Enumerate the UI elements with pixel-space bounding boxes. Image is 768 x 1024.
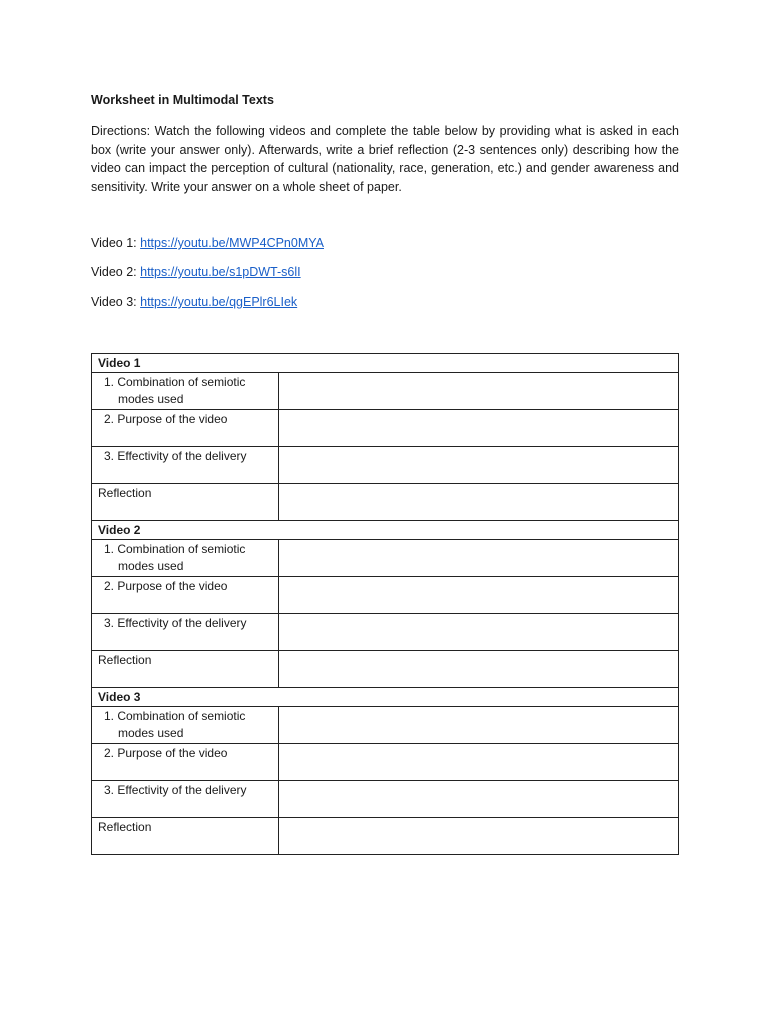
video-2-link[interactable]: https://youtu.be/s1pDWT-s6lI xyxy=(140,265,301,279)
section-header: Video 2 xyxy=(92,521,679,540)
answer-cell[interactable] xyxy=(279,540,679,577)
table-row xyxy=(92,447,679,484)
section-header-row xyxy=(92,354,679,373)
answer-cell[interactable] xyxy=(279,577,679,614)
reflection-cell[interactable] xyxy=(279,818,679,855)
answer-cell[interactable] xyxy=(279,707,679,744)
item-text: 2. Purpose of the video xyxy=(104,746,228,760)
section-header: Video 1 xyxy=(92,354,679,373)
video-2-label: Video 2: xyxy=(91,265,141,279)
item-label xyxy=(92,540,279,577)
item-label xyxy=(92,707,279,744)
item-label xyxy=(92,614,279,651)
reflection-label: Reflection xyxy=(92,484,279,521)
item-label xyxy=(92,577,279,614)
table-row xyxy=(92,540,679,577)
section-header: Video 3 xyxy=(92,688,679,707)
video-1-line xyxy=(91,236,324,250)
answer-cell[interactable] xyxy=(279,410,679,447)
table-row xyxy=(92,818,679,855)
answer-cell[interactable] xyxy=(279,781,679,818)
answer-cell[interactable] xyxy=(279,614,679,651)
table-row xyxy=(92,707,679,744)
item-text: 3. Effectivity of the delivery xyxy=(104,783,247,797)
table-row xyxy=(92,577,679,614)
item-label xyxy=(92,781,279,818)
worksheet-title: Worksheet in Multimodal Texts xyxy=(91,93,274,107)
table-row xyxy=(92,484,679,521)
video-1-label: Video 1: xyxy=(91,236,141,250)
item-text: 2. Purpose of the video xyxy=(104,412,228,426)
answer-cell[interactable] xyxy=(279,447,679,484)
video-3-link[interactable]: https://youtu.be/qgEPlr6LIek xyxy=(140,295,298,309)
item-text: 2. Purpose of the video xyxy=(104,579,228,593)
item-label xyxy=(92,744,279,781)
answer-cell[interactable] xyxy=(279,373,679,410)
section-header-row xyxy=(92,688,679,707)
section-header-row xyxy=(92,521,679,540)
video-1-link[interactable]: https://youtu.be/MWP4CPn0MYA xyxy=(140,236,324,250)
table-row xyxy=(92,410,679,447)
table-row xyxy=(92,744,679,781)
table-row xyxy=(92,781,679,818)
item-label xyxy=(92,447,279,484)
item-text: 3. Effectivity of the delivery xyxy=(104,449,247,463)
item-text: 1. Combination of semiotic modes used xyxy=(104,542,246,573)
answer-cell[interactable] xyxy=(279,744,679,781)
worksheet-table xyxy=(91,353,679,855)
item-text: 3. Effectivity of the delivery xyxy=(104,616,247,630)
item-text: 1. Combination of semiotic modes used xyxy=(104,375,246,406)
table-row xyxy=(92,614,679,651)
table-row xyxy=(92,373,679,410)
video-3-label: Video 3: xyxy=(91,295,141,309)
video-2-line xyxy=(91,265,301,279)
video-3-line xyxy=(91,295,297,309)
reflection-cell[interactable] xyxy=(279,484,679,521)
reflection-label: Reflection xyxy=(92,651,279,688)
table-row xyxy=(92,651,679,688)
item-label xyxy=(92,410,279,447)
directions-paragraph: Directions: Watch the following videos and complete the table below by providing what is asked in each box (write your answer only). Afterwards, write a brief reflection (2-3 sentences only) describing how the video can impact the perception of cultural (nationality, race, generation, etc.) and gender awareness and sensitivity. Write your answer on a whole sheet of paper. xyxy=(91,124,679,194)
item-label xyxy=(92,373,279,410)
reflection-label: Reflection xyxy=(92,818,279,855)
reflection-cell[interactable] xyxy=(279,651,679,688)
item-text: 1. Combination of semiotic modes used xyxy=(104,709,246,740)
